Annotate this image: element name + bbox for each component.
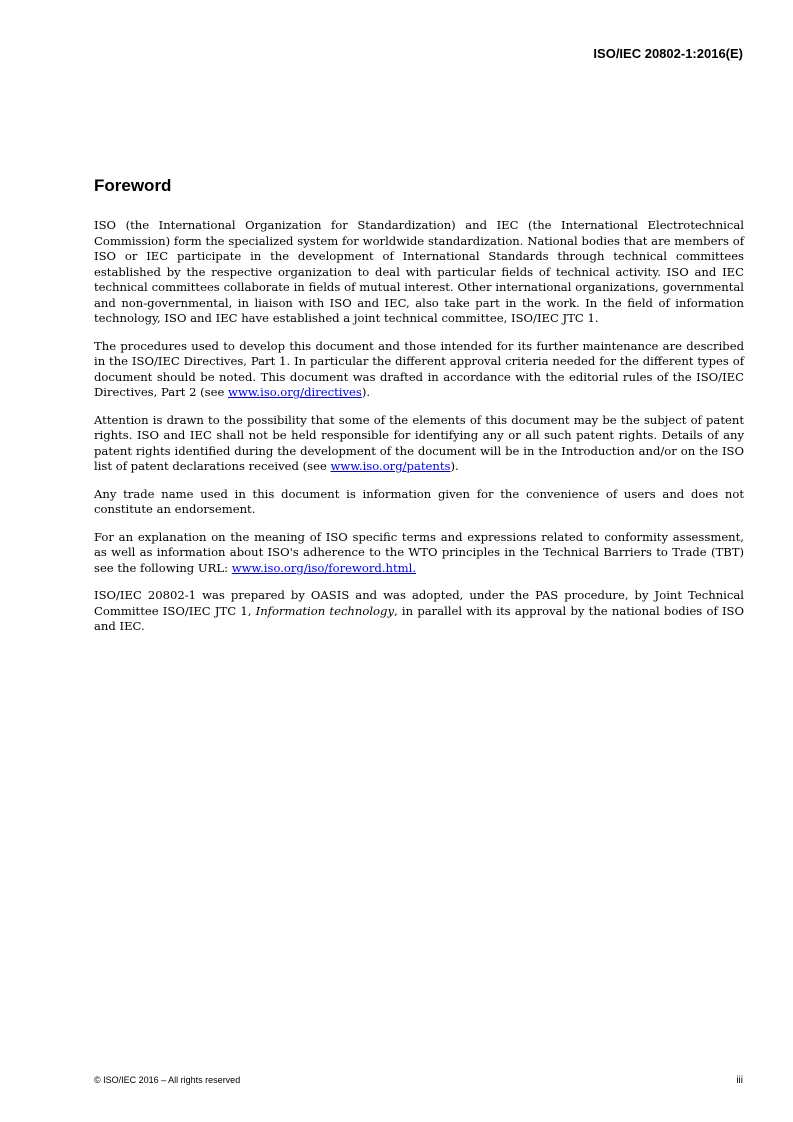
directives-link[interactable]: www.iso.org/directives (228, 385, 362, 399)
paragraph-6-end: , in parallel with its approval by the national bodies of ISO and IEC. (94, 603, 744, 633)
paragraph-1-text: ISO (the International Organization for Standardization) and IEC (the International Electrotechnical Commission) form the specialized system for worldwide standardization. National bodies that are members of ISO or IEC participate in the development of International Standards through technical committees established by the respective organization to deal with particular fields of technical activity. ISO and IEC technical committees collaborate in fields of mutual interest. Other international organizations, governmental and non-governmental, in liaison with ISO and IEC, also take part in the work. In the field of information technology, ISO and IEC have established a joint technical committee, ISO/IEC JTC 1. (94, 218, 744, 325)
paragraph-6-italic: Information technology (255, 603, 395, 618)
paragraph-4-text: Any trade name used in this document is information given for the convenience of users and does not constitute an endorsement. (94, 486, 744, 516)
foreword-body (94, 218, 744, 647)
paragraph-1 (94, 218, 744, 327)
section-title: Foreword (94, 176, 172, 195)
paragraph-3-end: ). (450, 459, 459, 473)
foreword-link[interactable]: www.iso.org/iso/foreword.html. (231, 560, 417, 575)
paragraph-2-text: The procedures used to develop this document and those intended for its further maintenance are described in the ISO/IEC Directives, Part 1. In particular the different approval criteria needed for the different types of document should be noted. This document was drafted in accordance with the editorial rules of the ISO/IEC Directives, Part 2 (see (94, 338, 744, 399)
paragraph-3-text: Attention is drawn to the possibility that some of the elements of this document may be the subject of patent rights. ISO and IEC shall not be held responsible for identifying any or all such patent rights. Details of any patent rights identified during the development of the document will be in the Introduction and/or on the ISO list of patent declarations received (see (94, 412, 744, 473)
paragraph-6 (94, 588, 744, 635)
paragraph-3 (94, 413, 744, 475)
paragraph-5 (94, 530, 744, 577)
page-number: iii (736, 1075, 743, 1086)
patents-link[interactable]: www.iso.org/patents (330, 459, 451, 473)
footer-copyright: © ISO/IEC 2016 – All rights reserved (94, 1075, 241, 1085)
paragraph-2-end: ). (361, 385, 371, 399)
paragraph-6-text: ISO/IEC 20802-1 was prepared by OASIS and was adopted, under the PAS procedure, by Joint Technical Committee ISO/IEC JTC 1, (94, 588, 744, 618)
document-id: ISO/IEC 20802-1:2016(E) (593, 46, 743, 61)
paragraph-5-text: For an explanation on the meaning of ISO specific terms and expressions related to conformity assessment, as well as information about ISO's adherence to the WTO principles in the Technical Barriers to Trade (TBT) see the following URL: (94, 529, 744, 575)
paragraph-4 (94, 487, 744, 518)
paragraph-2 (94, 339, 744, 401)
